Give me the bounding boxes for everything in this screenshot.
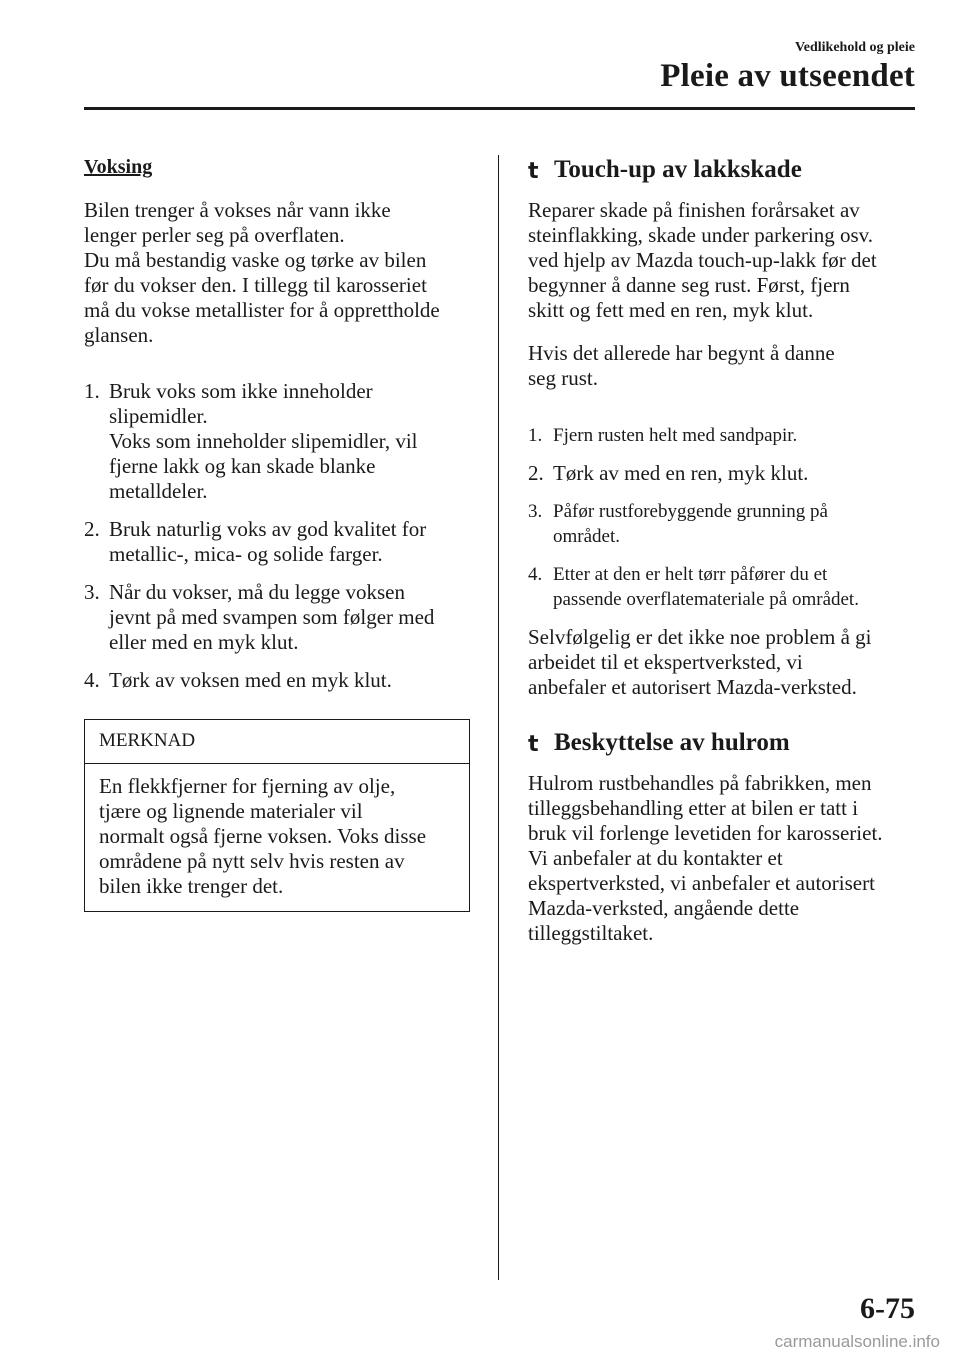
text-line: bruk vil forlenge levetiden for karosseriet. [528,821,883,845]
text-line: før du vokser den. I tillegg til karosseriet [84,273,427,297]
subheading-voksing: Voksing [84,156,153,178]
touch-up-steps-list [528,423,928,612]
text-line: må du vokse metallister for å opprettholde [84,298,440,322]
text-line: tilleggsbehandling etter at bilen er tatt i [528,796,859,820]
text-line: Du må bestandig vaske og tørke av bilen [84,248,427,272]
intro-paragraph [84,198,474,348]
text-line: metallic-, mica- og solide farger. [109,542,383,566]
list-item [528,461,928,486]
text-line: passende overflatemateriale på området. [553,589,859,610]
text-line: Fjern rusten helt med sandpapir. [553,425,798,446]
list-number: 2. [528,461,544,485]
section-heading-touch-up [528,155,928,185]
text-line: steinflakking, skade under parkering osv. [528,223,874,247]
text-line: arbeidet til et ekspertverksted, vi [528,650,803,674]
rust-paragraph [528,341,928,391]
list-number: 2. [84,517,100,541]
list-number: 3. [84,580,100,604]
section-marker-icon: t [528,732,539,757]
text-line: lenger perler seg på overflaten. [84,223,345,247]
text-line: Tørk av med en ren, myk klut. [553,461,809,485]
text-line: skitt og fett med en ren, myk klut. [528,298,814,322]
text-line: Reparer skade på finishen forårsaket av [528,198,860,222]
text-line: områdene på nytt selv hvis resten av [99,849,405,873]
waxing-steps-list [84,379,474,693]
text-line: Bruk voks som ikke inneholder [109,379,373,403]
list-number: 4. [84,668,100,692]
text-line: Vi anbefaler at du kontakter et [528,846,783,870]
list-number: 3. [528,501,543,522]
text-line: anbefaler et autorisert Mazda-verksted. [528,675,857,699]
text-line: området. [553,526,621,547]
text-line: glansen. [84,323,154,347]
text-line: Påfør rustforebyggende grunning på [553,501,828,522]
text-line: normalt også fjerne voksen. Voks disse [99,824,427,848]
list-item [528,423,928,448]
cavity-paragraph [528,771,928,946]
text-line: tjære og lignende materialer vil [99,799,363,823]
column-divider [498,155,499,1280]
note-body [85,764,469,911]
list-number: 1. [528,425,543,446]
list-item [528,499,928,549]
list-item [84,379,474,504]
list-number: 4. [528,564,543,585]
text-line: En flekkfjerner for fjerning av olje, [99,774,396,798]
text-line: seg rust. [528,366,598,390]
list-number: 1. [84,379,100,403]
text-line: Tørk av voksen med en myk klut. [109,668,392,692]
header-section-label: Vedlikehold og pleie [794,40,915,55]
text-line: Mazda-verksted, angående dette [528,896,800,920]
list-item [84,668,474,693]
note-title: MERKNAD [85,720,469,764]
text-line: Etter at den er helt tørr påfører du et [553,564,828,585]
list-item [84,580,474,655]
text-line: fjerne lakk og kan skade blanke [109,454,376,478]
text-line: Voks som inneholder slipemidler, vil [109,429,418,453]
list-item [84,517,474,567]
text-line: Bilen trenger å vokses når vann ikke [84,198,391,222]
header-rule [84,107,915,110]
section-heading-text: Beskyttelse av hulrom [554,729,790,756]
text-line: Selvfølgelig er det ikke noe problem å gi [528,625,872,649]
left-column [84,155,474,912]
workshop-paragraph [528,625,928,700]
text-line: Når du vokser, må du legge voksen [109,580,405,604]
text-line: begynner å danne seg rust. Først, fjern [528,273,850,297]
touch-up-paragraph [528,198,928,323]
section-heading-cavity [528,728,928,758]
right-column [528,155,928,946]
section-marker-icon: t [528,159,539,184]
page-number: 6-75 [860,1292,915,1325]
text-line: Bruk naturlig voks av god kvalitet for [109,517,427,541]
text-line: eller med en myk klut. [109,630,299,654]
watermark-logo: carmanualsonline.info [774,1332,940,1351]
text-line: ved hjelp av Mazda touch-up-lakk før det [528,248,877,272]
text-line: jevnt på med svampen som følger med [109,605,435,629]
note-box [84,719,470,912]
text-line: Hvis det allerede har begynt å danne [528,341,835,365]
section-heading-text: Touch-up av lakkskade [554,156,802,183]
text-line: slipemidler. [109,404,208,428]
list-item [528,562,928,612]
text-line: Hulrom rustbehandles på fabrikken, men [528,771,872,795]
text-line: tilleggstiltaket. [528,921,654,945]
text-line: metalldeler. [109,479,208,503]
text-line: bilen ikke trenger det. [99,874,284,898]
text-line: ekspertverksted, vi anbefaler et autorisert [528,871,875,895]
page-title: Pleie av utseendet [660,58,915,94]
